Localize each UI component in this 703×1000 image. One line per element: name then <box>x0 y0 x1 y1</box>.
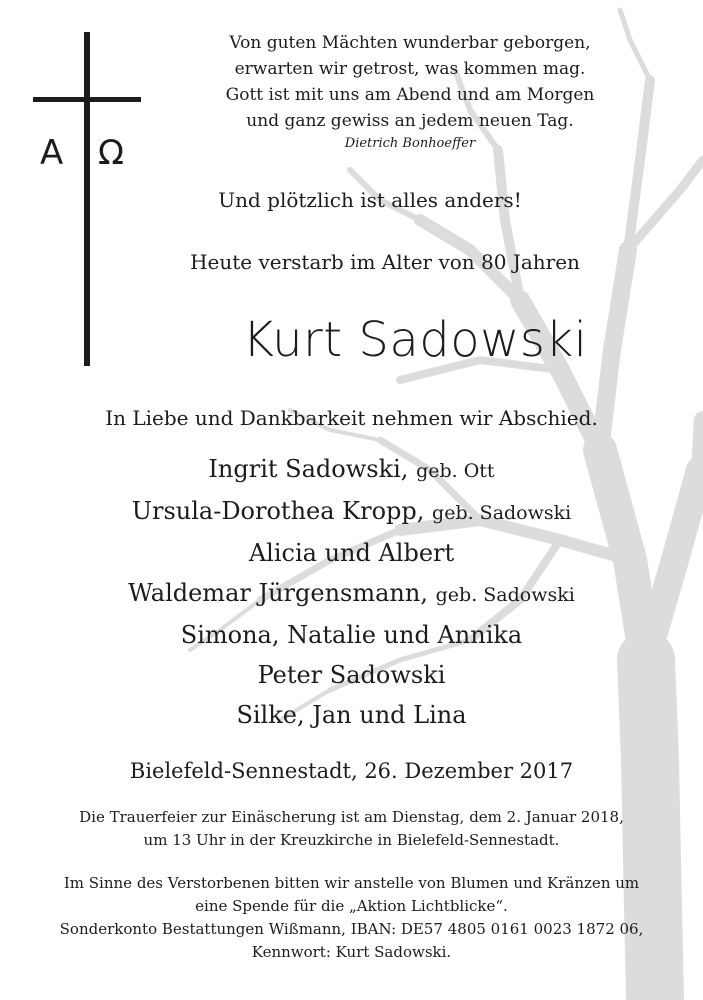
cross-horizontal-bar <box>33 97 141 102</box>
cross-vertical-bar <box>84 32 90 366</box>
mourner-birth-name: geb. Sadowski <box>432 502 572 524</box>
poem-line: Gott ist mit uns am Abend und am Morgen <box>225 85 595 105</box>
ceremony-line: Die Trauerfeier zur Einäscherung ist am Dienstag, dem 2. Januar 2018, <box>79 808 624 826</box>
poem-author: Dietrich Bonhoeffer <box>344 136 476 151</box>
death-announcement: Heute verstarb im Alter von 80 Jahren <box>190 250 580 274</box>
mourner-entry <box>40 695 663 735</box>
mourner-name: Waldemar Jürgensmann, <box>128 579 428 607</box>
mourner-entry <box>40 449 663 491</box>
mourner-name: Simona, Natalie und Annika <box>180 621 523 649</box>
donation-line: Sonderkonto Bestattungen Wißmann, IBAN: DE57 4805 0161 0023 1872 06, <box>59 920 644 938</box>
mourner-entry <box>40 655 663 695</box>
donation-line: Kennwort: Kurt Sadowski. <box>251 943 452 961</box>
tagline: Und plötzlich ist alles anders! <box>218 188 522 212</box>
mourner-name: Silke, Jan und Lina <box>236 701 467 729</box>
mourner-name: Alicia und Albert <box>248 539 455 567</box>
mourner-entry <box>40 573 663 615</box>
poem-line: Von guten Mächten wunderbar geborgen, <box>229 33 591 53</box>
poem-line: und ganz gewiss an jedem neuen Tag. <box>246 111 574 131</box>
donation-info <box>20 872 683 964</box>
donation-line: eine Spende für die „Aktion Lichtblicke“. <box>195 897 508 915</box>
donation-line: Im Sinne des Verstorbenen bitten wir anstelle von Blumen und Kränzen um <box>63 874 640 892</box>
alpha-symbol: A <box>40 133 64 173</box>
poem <box>200 30 620 154</box>
mourner-name: Ingrit Sadowski, <box>208 455 409 483</box>
farewell-text: In Liebe und Dankbarkeit nehmen wir Abschied. <box>105 406 598 430</box>
mourners-list <box>40 449 663 735</box>
mourner-entry <box>40 533 663 573</box>
mourner-birth-name: geb. Sadowski <box>435 584 575 606</box>
mourner-name: Peter Sadowski <box>257 661 446 689</box>
funeral-ceremony-info <box>20 806 683 852</box>
mourner-entry <box>40 491 663 533</box>
ceremony-line: um 13 Uhr in der Kreuzkirche in Bielefeld-Sennestadt. <box>143 831 560 849</box>
place-and-date: Bielefeld-Sennestadt, 26. Dezember 2017 <box>129 759 574 783</box>
mourner-entry <box>40 615 663 655</box>
deceased-name: Kurt Sadowski <box>242 312 588 368</box>
mourner-name: Ursula-Dorothea Kropp, <box>131 497 425 525</box>
mourner-birth-name: geb. Ott <box>416 460 495 482</box>
omega-symbol: Ω <box>98 133 124 173</box>
poem-line: erwarten wir getrost, was kommen mag. <box>234 59 586 79</box>
